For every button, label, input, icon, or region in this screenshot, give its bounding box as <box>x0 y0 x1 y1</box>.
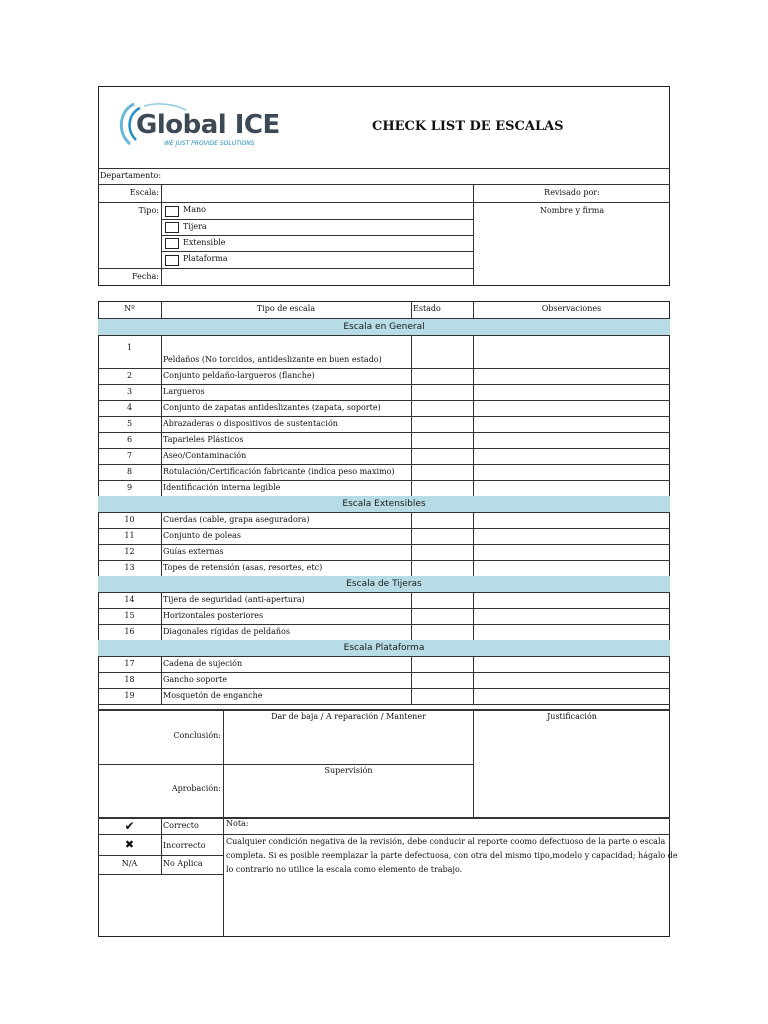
row-item: Mosquetón de enganche <box>163 691 263 700</box>
col-divider <box>473 512 474 528</box>
logo-name: Global ICE <box>136 110 280 140</box>
observaciones-cell[interactable] <box>474 528 669 544</box>
col-divider <box>161 464 162 480</box>
section-header: Escala Plataforma <box>98 640 670 656</box>
row-item: Diagonales rígidas de peldaños <box>163 627 290 636</box>
escala-label: Escala: <box>129 188 159 197</box>
col-divider <box>473 335 474 368</box>
col-divider <box>411 544 412 560</box>
header-observaciones: Observaciones <box>541 304 602 313</box>
cross-icon: ✖ <box>124 838 135 851</box>
row-item: Rotulación/Certificación fabricante (indica peso maximo) <box>163 467 395 476</box>
row-divider <box>98 704 670 705</box>
col-divider <box>473 544 474 560</box>
row-number: 6 <box>126 435 133 444</box>
estado-cell[interactable] <box>412 560 472 576</box>
row-item: Conjunto de poleas <box>163 531 241 540</box>
estado-cell[interactable] <box>412 656 472 672</box>
tipo-mano-label: Mano <box>183 205 206 214</box>
col-divider <box>473 672 474 688</box>
observaciones-cell[interactable] <box>474 400 669 416</box>
justificacion-label: Justificación <box>547 712 597 721</box>
col-divider <box>411 400 412 416</box>
row-item: Conjunto peldaño-largueros (flanche) <box>163 371 315 380</box>
col-divider <box>411 672 412 688</box>
observaciones-cell[interactable] <box>474 560 669 576</box>
col-divider <box>161 480 162 496</box>
col-divider <box>473 480 474 496</box>
row-number: 17 <box>124 659 135 668</box>
col-divider <box>411 528 412 544</box>
estado-cell[interactable] <box>412 368 472 384</box>
observaciones-cell[interactable] <box>474 512 669 528</box>
nota-line: lo contrario no utilice la escala como elemento de trabajo. <box>226 865 463 874</box>
observaciones-cell[interactable] <box>474 432 669 448</box>
legend-incorrecto: Incorrecto <box>163 841 206 850</box>
estado-cell[interactable] <box>412 448 472 464</box>
row-number: 19 <box>124 691 135 700</box>
col-divider <box>161 560 162 576</box>
col-divider <box>161 592 162 608</box>
observaciones-cell[interactable] <box>474 624 669 640</box>
departamento-label: Departamento: <box>100 171 162 180</box>
row-item: Largueros <box>163 387 205 396</box>
observaciones-cell[interactable] <box>474 656 669 672</box>
global-ice-logo <box>114 98 294 154</box>
col-divider <box>161 432 162 448</box>
col-divider <box>161 368 162 384</box>
section-header: Escala en General <box>98 319 670 335</box>
row-number: 15 <box>124 611 135 620</box>
observaciones-cell[interactable] <box>474 480 669 496</box>
tipo-mano-checkbox[interactable] <box>165 206 179 217</box>
row-number: 10 <box>124 515 135 524</box>
col-divider <box>411 656 412 672</box>
col-divider <box>161 448 162 464</box>
estado-cell[interactable] <box>412 688 472 704</box>
section-header: Escala Extensibles <box>98 496 670 512</box>
row-number: 4 <box>126 403 133 412</box>
fecha-field[interactable] <box>162 269 472 285</box>
nota-label: Nota: <box>226 819 249 828</box>
estado-cell[interactable] <box>412 464 472 480</box>
observaciones-cell[interactable] <box>474 608 669 624</box>
estado-cell[interactable] <box>412 528 472 544</box>
col-divider <box>161 672 162 688</box>
col-divider <box>411 624 412 640</box>
estado-cell[interactable] <box>412 672 472 688</box>
col-divider <box>411 560 412 576</box>
row-number: 12 <box>124 547 135 556</box>
col-divider <box>473 464 474 480</box>
observaciones-cell[interactable] <box>474 464 669 480</box>
col-divider <box>161 528 162 544</box>
row-item: Peldaños (No torcidos, antideslizante en buen estado) <box>163 355 382 364</box>
col-divider <box>411 448 412 464</box>
escala-field[interactable] <box>162 185 472 201</box>
col-divider <box>411 464 412 480</box>
row-item: Tijera de seguridad (anti-apertura) <box>163 595 305 604</box>
col-divider <box>473 400 474 416</box>
col-divider <box>411 688 412 704</box>
observaciones-cell[interactable] <box>474 416 669 432</box>
row-number: 14 <box>124 595 135 604</box>
estado-cell[interactable] <box>412 400 472 416</box>
legend-na: No Aplica <box>163 859 203 868</box>
col-divider <box>411 335 412 368</box>
col-divider <box>411 432 412 448</box>
conclusion-field[interactable] <box>224 724 472 762</box>
estado-cell[interactable] <box>412 480 472 496</box>
observaciones-cell[interactable] <box>474 688 669 704</box>
page-title: CHECK LIST DE ESCALAS <box>372 119 564 134</box>
estado-cell[interactable] <box>412 608 472 624</box>
nota-line: Cualquier condición negativa de la revisión, debe conducir al reporte coomo defectuoso de la parte o escala <box>226 837 666 846</box>
col-divider <box>411 368 412 384</box>
section-header: Escala de Tijeras <box>98 576 670 592</box>
justificacion-field[interactable] <box>475 724 669 816</box>
header-estado: Estado <box>413 304 441 313</box>
row-number: 11 <box>124 531 135 540</box>
col-divider <box>473 688 474 704</box>
check-icon: ✔ <box>124 819 135 833</box>
observaciones-cell[interactable] <box>474 448 669 464</box>
fecha-label: Fecha: <box>132 272 159 281</box>
col-divider <box>411 416 412 432</box>
supervision-field[interactable] <box>224 778 472 816</box>
row-number: 7 <box>126 451 133 460</box>
row-number: 1 <box>126 343 133 352</box>
conclusion-options: Dar de baja / A reparación / Mantener <box>271 712 426 721</box>
row-number: 18 <box>124 675 135 684</box>
col-divider <box>473 448 474 464</box>
observaciones-cell[interactable] <box>474 544 669 560</box>
row-item: Aseo/Contaminación <box>163 451 247 460</box>
row-item: Topes de retensión (asas, resortes, etc) <box>163 563 323 572</box>
col-divider <box>161 608 162 624</box>
logo-tagline: WE JUST PROVIDE SOLUTIONS <box>164 140 255 147</box>
header-num: Nº <box>124 304 135 313</box>
legend-correcto: Correcto <box>163 821 199 830</box>
observaciones-cell[interactable] <box>474 335 669 368</box>
tipo-tijera-checkbox[interactable] <box>165 222 179 233</box>
revisado-label: Revisado por: <box>544 188 600 197</box>
tipo-label: Tipo: <box>138 206 159 215</box>
observaciones-cell[interactable] <box>474 672 669 688</box>
col-divider <box>411 480 412 496</box>
estado-cell[interactable] <box>412 624 472 640</box>
row-item: Guías externas <box>163 547 224 556</box>
col-divider <box>473 560 474 576</box>
row-number: 13 <box>124 563 135 572</box>
estado-cell[interactable] <box>412 432 472 448</box>
row-item: Abrazaderas o dispositivos de sustentación <box>163 419 338 428</box>
header-tipo: Tipo de escala <box>256 304 316 313</box>
nota-line: completa. Si es posible reemplazar la parte defectuosa, con otra del mismo tipo,modelo y capacidad; hágalo de <box>226 851 678 860</box>
row-item: Identificación interna legible <box>163 483 281 492</box>
estado-cell[interactable] <box>412 384 472 400</box>
tipo-extensible-checkbox[interactable] <box>165 238 179 249</box>
col-divider <box>161 512 162 528</box>
col-divider <box>161 544 162 560</box>
col-divider <box>473 384 474 400</box>
estado-cell[interactable] <box>412 544 472 560</box>
row-item: Cuerdas (cable, grapa aseguradora) <box>163 515 310 524</box>
tipo-tijera-label: Tijera <box>183 222 207 231</box>
estado-cell[interactable] <box>412 416 472 432</box>
col-divider <box>411 608 412 624</box>
estado-cell[interactable] <box>412 592 472 608</box>
observaciones-cell[interactable] <box>474 592 669 608</box>
row-item: Conjunto de zapatas antideslizantes (zapata, soporte) <box>163 403 381 412</box>
col-divider <box>473 432 474 448</box>
tipo-plataforma-label: Plataforma <box>183 254 228 263</box>
conclusion-label: Conclusión: <box>173 731 221 740</box>
row-number: 8 <box>126 467 133 476</box>
col-divider <box>473 592 474 608</box>
row-number: 2 <box>126 371 133 380</box>
col-divider <box>473 656 474 672</box>
estado-cell[interactable] <box>412 512 472 528</box>
col-divider <box>161 416 162 432</box>
col-divider <box>161 688 162 704</box>
col-divider <box>161 624 162 640</box>
row-number: 16 <box>124 627 135 636</box>
col-divider <box>161 335 162 368</box>
observaciones-cell[interactable] <box>474 368 669 384</box>
tipo-extensible-label: Extensible <box>183 238 226 247</box>
row-number: 3 <box>126 387 133 396</box>
col-divider <box>473 416 474 432</box>
col-divider <box>161 656 162 672</box>
col-divider <box>473 528 474 544</box>
row-number: 9 <box>126 483 133 492</box>
observaciones-cell[interactable] <box>474 384 669 400</box>
col-divider <box>411 592 412 608</box>
row-item: Horizontales posteriores <box>163 611 264 620</box>
tipo-plataforma-checkbox[interactable] <box>165 255 179 266</box>
row-item: Cadena de sujeción <box>163 659 243 668</box>
row-number: 5 <box>126 419 133 428</box>
col-divider <box>473 608 474 624</box>
firma-label: Nombre y firma <box>539 206 605 215</box>
col-divider <box>411 512 412 528</box>
col-divider <box>161 400 162 416</box>
col-divider <box>473 624 474 640</box>
col-divider <box>161 384 162 400</box>
estado-cell[interactable] <box>412 335 472 368</box>
na-symbol: N/A <box>121 859 138 868</box>
row-item: Gancho soporte <box>163 675 227 684</box>
supervision-label: Supervisión <box>324 766 373 775</box>
aprobacion-label: Aprobación: <box>171 784 221 793</box>
row-item: Taparieles Plásticos <box>163 435 244 444</box>
col-divider <box>473 368 474 384</box>
col-divider <box>411 384 412 400</box>
